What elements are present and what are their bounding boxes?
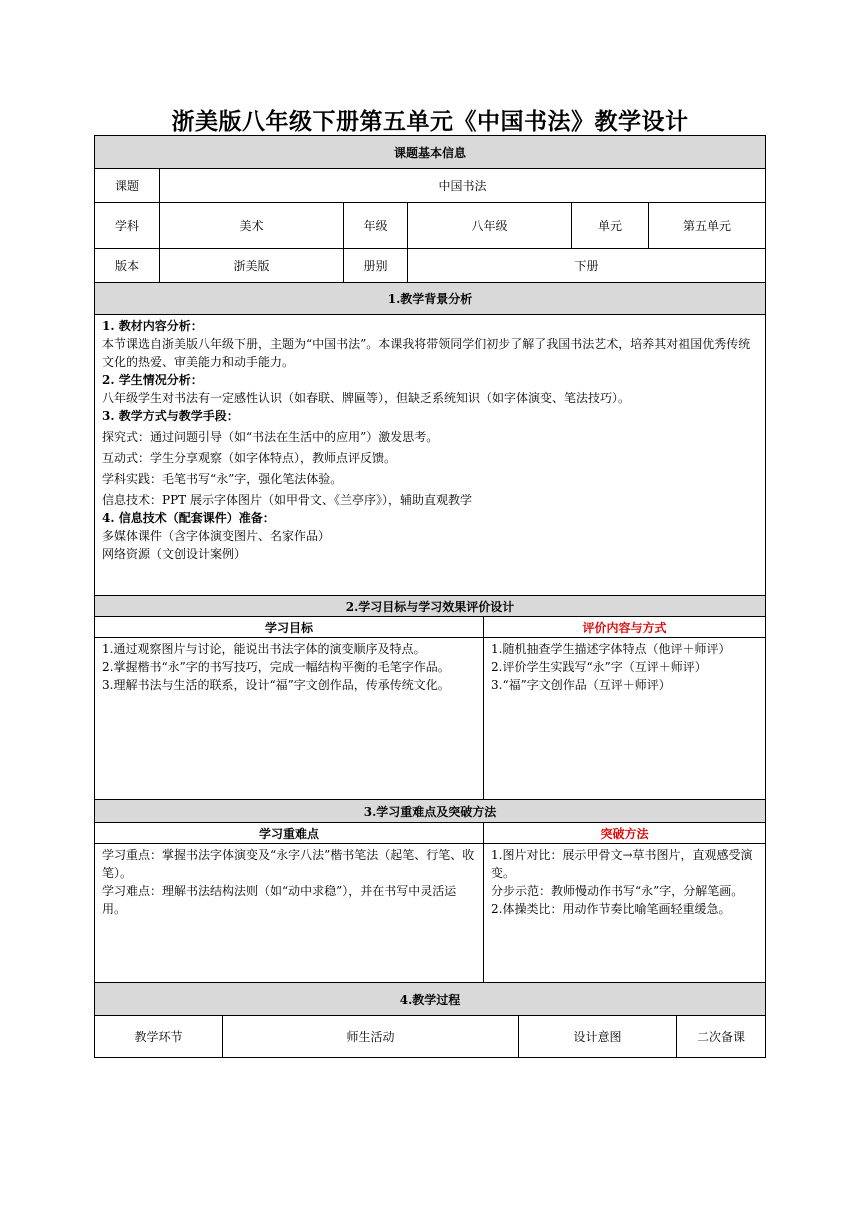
background-heading-4: 4. 信息技术（配套课件）准备： (102, 511, 275, 525)
topic-value: 中国书法 (159, 168, 766, 203)
process-header: 4.教学过程 (94, 982, 766, 1016)
background-text-2: 八年级学生对书法有一定感性认识（如春联、牌匾等），但缺乏系统知识（如字体演变、笔法技巧）。 (102, 391, 631, 405)
objectives-col-left: 学习目标 (94, 616, 484, 638)
objective-item: 2.掌握楷书“永”字的书写技巧，完成一幅结构平衡的毛笔字作品。 (102, 660, 450, 674)
process-col-intent: 设计意图 (518, 1015, 677, 1058)
background-heading-2: 2. 学生情况分析： (102, 373, 203, 387)
edition-label: 版本 (94, 248, 160, 283)
subject-value: 美术 (159, 202, 344, 249)
resource-item-2: 网络资源（文创设计案例） (102, 547, 247, 561)
edition-value: 浙美版 (159, 248, 344, 283)
objectives-col-right: 评价内容与方式 (483, 616, 766, 638)
background-heading-3: 3. 教学方式与教学手段： (102, 409, 239, 423)
objectives-header: 2.学习目标与学习效果评价设计 (94, 595, 766, 617)
resource-item-1: 多媒体课件（含字体演变图片、名家作品） (102, 529, 331, 543)
document-title: 浙美版八年级下册第五单元《中国书法》教学设计 (171, 108, 689, 135)
evaluation-item: 3.“福”字文创作品（互评＋师评） (491, 678, 671, 692)
volume-label: 册别 (343, 248, 408, 283)
objective-item: 3.理解书法与生活的联系，设计“福”字文创作品，传承传统文化。 (102, 678, 450, 692)
objectives-right-body (483, 637, 766, 800)
method-item: 2.体操类比：用动作节奏比喻笔画轻重缓急。 (491, 902, 731, 916)
method-item-3: 学科实践：毛笔书写“永”字，强化笔法体验。 (102, 472, 343, 486)
process-col-revision: 二次备课 (676, 1015, 766, 1058)
process-col-activity: 师生活动 (222, 1015, 519, 1058)
unit-value: 第五单元 (648, 202, 766, 249)
basic-info-header: 课题基本信息 (94, 135, 766, 169)
background-header: 1.教学背景分析 (94, 282, 766, 315)
keypoints-col-right: 突破方法 (483, 822, 766, 844)
method-item: 1.图片对比：展示甲骨文→草书图片，直观感受演变。 (491, 848, 753, 880)
background-body (94, 314, 766, 596)
objective-item: 1.通过观察图片与讨论，能说出书法字体的演变顺序及特点。 (102, 642, 426, 656)
method-item: 分步示范：教师慢动作书写“永”字，分解笔画。 (491, 884, 744, 898)
method-item-4: 信息技术：PPT 展示字体图片（如甲骨文、《兰亭序》），辅助直观教学 (102, 493, 472, 507)
unit-label: 单元 (571, 202, 649, 249)
evaluation-item: 2.评价学生实践写“永”字（互评＋师评） (491, 660, 707, 674)
keypoints-left-body (94, 843, 484, 983)
evaluation-item: 1.随机抽查学生描述字体特点（他评＋师评） (491, 642, 731, 656)
background-text-1: 本节课选自浙美版八年级下册，主题为“中国书法”。本课我将带领同学们初步了解了我国书法艺术，培养其对祖国优秀传统文化的热爱、审美能力和动手能力。 (102, 337, 751, 369)
keypoints-right-body (483, 843, 766, 983)
topic-label: 课题 (94, 168, 160, 203)
background-heading-1: 1. 教材内容分析： (102, 319, 203, 333)
objectives-left-body (94, 637, 484, 800)
grade-label: 年级 (343, 202, 408, 249)
keypoints-col-left: 学习重难点 (94, 822, 484, 844)
keypoint-item: 学习难点：理解书法结构法则（如“动中求稳”），并在书写中灵活运用。 (102, 884, 457, 916)
method-item-1: 探究式：通过问题引导（如“书法在生活中的应用”）激发思考。 (102, 430, 439, 444)
method-item-2: 互动式：学生分享观察（如字体特点），教师点评反馈。 (102, 451, 397, 465)
process-col-stage: 教学环节 (94, 1015, 223, 1058)
subject-label: 学科 (94, 202, 160, 249)
volume-value: 下册 (407, 248, 766, 283)
keypoints-header: 3.学习重难点及突破方法 (94, 799, 766, 823)
grade-value: 八年级 (407, 202, 572, 249)
keypoint-item: 学习重点：掌握书法字体演变及“永字八法”楷书笔法（起笔、行笔、收笔）。 (102, 848, 475, 880)
